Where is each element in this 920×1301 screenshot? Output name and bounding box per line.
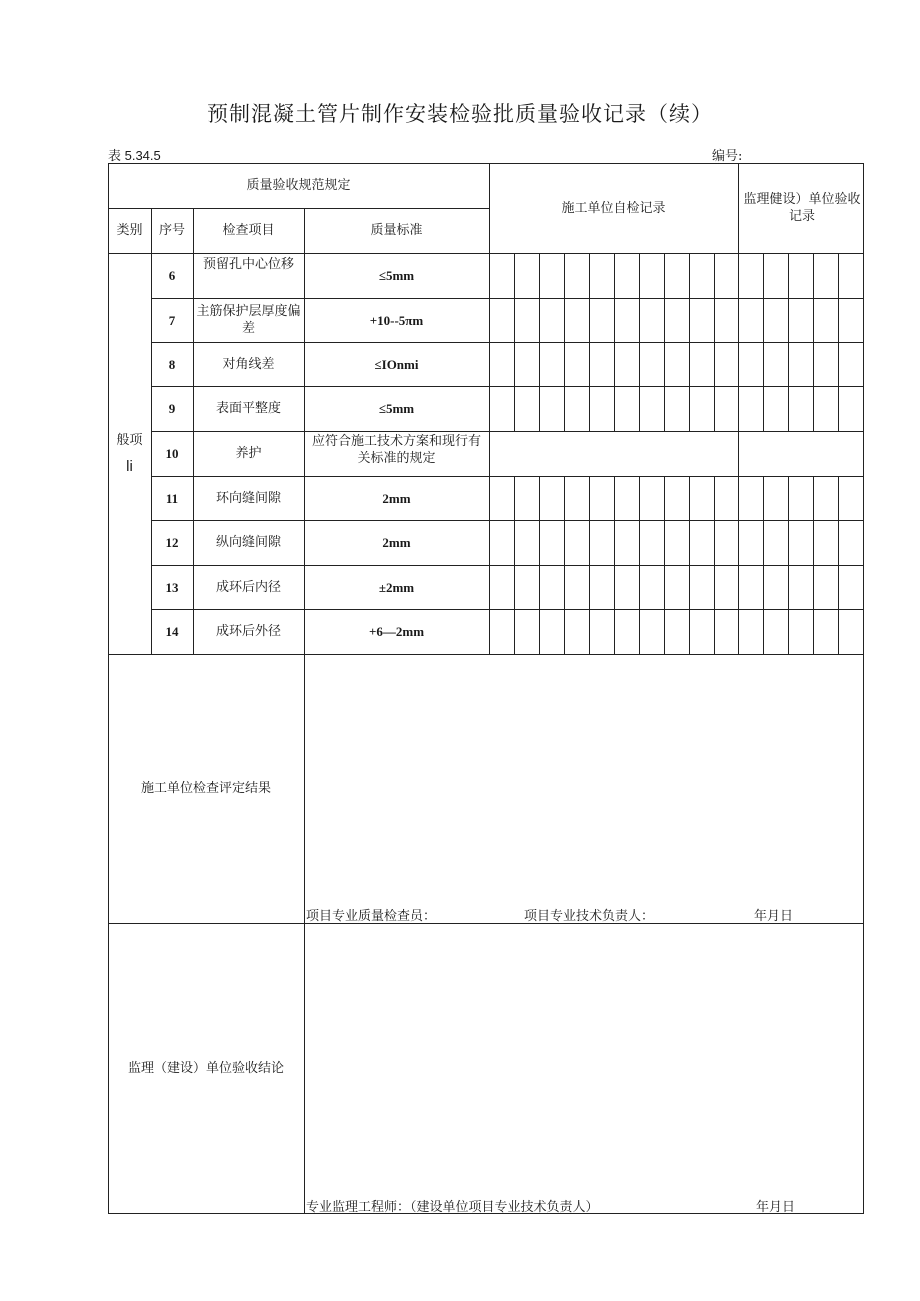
- row-seq: 6: [168, 268, 176, 283]
- supervision-header: 监理健设）单位验收记录: [743, 192, 861, 224]
- category-label: 般项: [116, 432, 143, 448]
- seq-header: 序号: [158, 223, 185, 238]
- tech-lead-signature: 项目专业技术负责人：: [524, 909, 655, 924]
- self-check-header: 施工单位自检记录: [561, 200, 666, 216]
- standard-header: 质量标准: [370, 223, 423, 238]
- document-number-label: 编号:: [712, 149, 743, 164]
- row-item: 成环后内径: [215, 579, 281, 595]
- row-standard: +6—2mm: [368, 624, 425, 639]
- page-title: 预制混凝土管片制作安装检验批质量验收记录（续）: [207, 102, 713, 126]
- quality-inspector-signature: 项目专业质量检查员：: [306, 909, 437, 924]
- row-standard: 应符合施工技术方案和现行有关标准的规定: [311, 434, 481, 466]
- row-seq: 12: [165, 535, 179, 550]
- row-seq: 10: [165, 446, 179, 461]
- row-item: 预留孔中心位移: [202, 256, 294, 272]
- row-item: 纵向缝间隙: [215, 535, 281, 550]
- row-seq: 7: [168, 312, 176, 328]
- row-item: 养护: [235, 446, 262, 461]
- row-seq: 9: [168, 401, 176, 416]
- row-seq: 8: [168, 356, 176, 372]
- row-item: 成环后外径: [215, 624, 281, 639]
- table-number: 表 5.34.5: [108, 148, 161, 163]
- category-label-2: li: [126, 457, 133, 475]
- category-header: 类别: [116, 223, 143, 238]
- row-item: 主筋保护层厚度偏差: [196, 304, 301, 336]
- supervising-engineer-signature: 专业监理工程师：（建设单位项目专业技术负责人）: [306, 1200, 599, 1215]
- row-standard: ±2mm: [378, 579, 415, 595]
- item-header: 检查项目: [222, 223, 275, 238]
- row-standard: +10--5πm: [369, 312, 424, 328]
- row-seq: 13: [165, 579, 179, 595]
- row-item: 对角线差: [222, 356, 275, 372]
- row-item: 表面平整度: [215, 401, 281, 416]
- row-item: 环向缝间隙: [215, 490, 281, 506]
- supervision-date: 年月日: [756, 1200, 796, 1215]
- spec-header: 质量验收规范规定: [246, 178, 351, 193]
- row-standard: ≤5mm: [378, 401, 415, 416]
- check-grid-columns: [515, 253, 839, 654]
- construction-result-label: 施工单位检查评定结果: [140, 781, 271, 796]
- row-standard: ≤5mm: [378, 268, 415, 283]
- row-standard: 2mm: [382, 490, 411, 506]
- row-standard: ≤IOnmi: [374, 356, 419, 372]
- construction-date: 年月日: [754, 909, 794, 924]
- row-seq: 14: [165, 624, 179, 639]
- row-standard: 2mm: [382, 535, 411, 550]
- row-seq: 11: [165, 490, 179, 506]
- supervision-conclusion-label: 监理（建设）单位验收结论: [127, 1060, 284, 1076]
